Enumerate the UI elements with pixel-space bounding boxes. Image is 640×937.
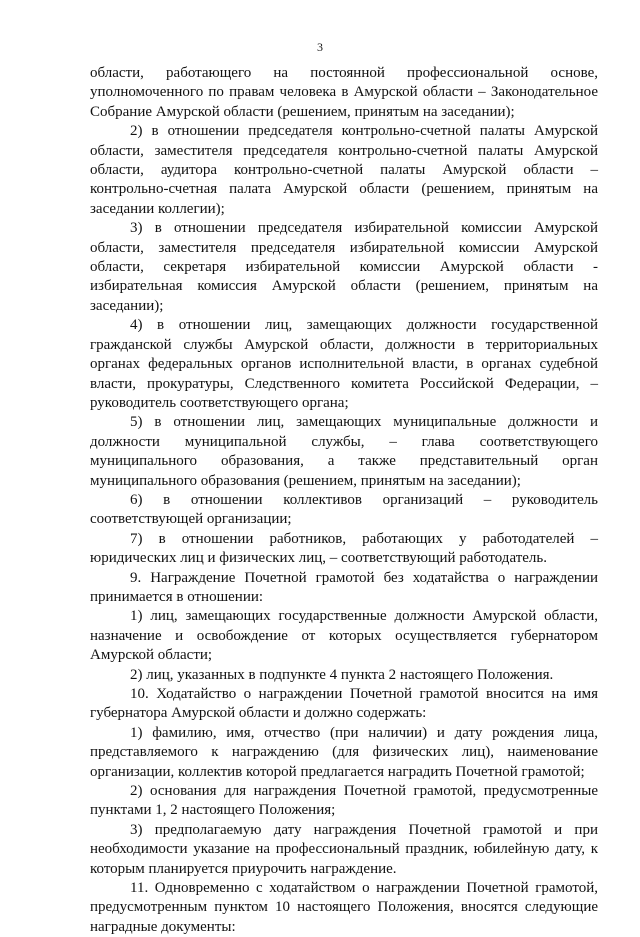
paragraph-clause-11: 11. Одновременно с ходатайством о награждении Почетной грамотой, предусмотренным пунктом 10 настоящего Положения, вносятся следующие наградные документы: (90, 880, 598, 935)
paragraph-clause-9: 9. Награждение Почетной грамотой без ходатайства о награждении принимается в отношении: (90, 569, 598, 605)
document-body (90, 64, 598, 937)
paragraph-item-7: 7) в отношении работников, работающих у работодателей – юридических лиц и физических лиц, – соответствующий работодатель. (90, 530, 598, 567)
page-number: 3 (317, 40, 323, 54)
paragraph-item-4: 4) в отношении лиц, замещающих должности государственной гражданской службы Амурской области, должности в территориальных органах федеральных органов исполнительной власти, в органах судебной власти, прокуратуры, Следственного комитета Российской Федерации, – руководитель соответствующего органа; (90, 317, 598, 411)
paragraph-clause-10-item-2: 2) основания для награждения Почетной грамотой, предусмотренные пунктами 1, 2 настоящего Положения; (90, 783, 598, 819)
paragraph-item-3: 3) в отношении председателя избирательной комиссии Амурской области, заместителя председателя избирательной комиссии Амурской области, секретаря избирательной комиссии Амурской области - избирательная комиссия Амурской области (решением, принятым на заседании); (90, 220, 598, 314)
paragraph-item-2: 2) в отношении председателя контрольно-счетной палаты Амурской области, заместителя председателя контрольно-счетной палаты Амурской области, аудитора контрольно-счетной палаты Амурской области – контрольно-счетная палата Амурской области (решением, принятым на заседании коллегии); (90, 123, 598, 217)
paragraph-clause-9-item-1: 1) лиц, замещающих государственные должности Амурской области, назначение и освобождение от которых осуществляется губернатором Амурской области; (90, 608, 598, 664)
paragraph-clause-10-item-1: 1) фамилию, имя, отчество (при наличии) и дату рождения лица, представляемого к награждению (для физических лиц), наименование организации, коллектив которой предлагается наградить Почетной грамотой; (90, 724, 598, 780)
paragraph-item-5: 5) в отношении лиц, замещающих муниципальные должности и должности муниципальной службы, – глава соответствующего муниципального образования, а также представительный орган муниципального образования (решением, принятым на заседании); (90, 414, 598, 489)
paragraph-clause-9-item-2: 2) лиц, указанных в подпункте 4 пункта 2 настоящего Положения. (130, 666, 554, 683)
paragraph-item-6: 6) в отношении коллективов организаций – руководитель соответствующей организации; (90, 491, 598, 528)
paragraph-clause-10-item-3: 3) предполагаемую дату награждения Почетной грамотой и при необходимости указание на профессиональный праздник, юбилейную дату, к которым планируется приурочить награждение. (90, 821, 598, 877)
paragraph-clause-10: 10. Ходатайство о награждении Почетной грамотой вносится на имя губернатора Амурской области и должно содержать: (90, 686, 598, 722)
paragraph-continuation: области, работающего на постоянной профессиональной основе, уполномоченного по правам человека в Амурской области – Законодательное Собрание Амурской области (решением, принятым на заседании); (90, 65, 598, 120)
